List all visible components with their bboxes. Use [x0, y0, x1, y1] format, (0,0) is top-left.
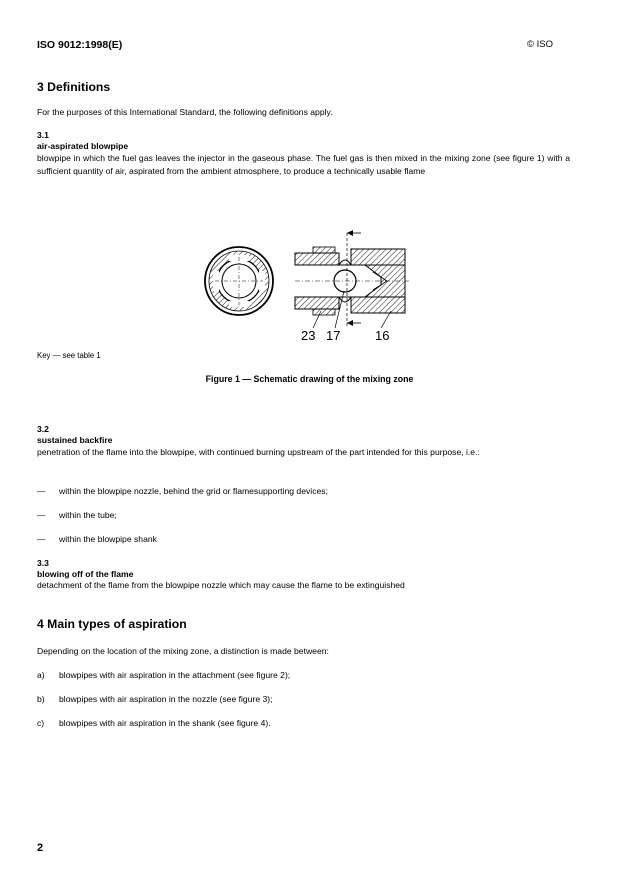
figure-caption: Figure 1 — Schematic drawing of the mixing zone	[205, 374, 414, 384]
list-item-text: blowpipes with air aspiration in the shank (see figure 4).	[59, 718, 271, 728]
list-item	[37, 509, 117, 522]
list-item	[37, 693, 273, 706]
figure-label-16: 16	[375, 328, 390, 343]
list-item	[37, 669, 290, 682]
definition-3-2-text: penetration of the flame into the blowpipe, with continued burning upstream of the part intended for this purpose, i.e.:	[37, 447, 480, 457]
definition-3-2-term: sustained backfire	[37, 435, 113, 445]
section-4-intro: Depending on the location of the mixing zone, a distinction is made between:	[37, 646, 329, 656]
cross-section-view	[205, 247, 273, 315]
definition-3-3-term: blowing off of the flame	[37, 569, 134, 579]
dash-marker: —	[37, 510, 46, 520]
list-marker: b)	[37, 694, 45, 704]
definition-3-3-number: 3.3	[37, 558, 49, 568]
list-item-text: within the blowpipe nozzle, behind the grid or flamesupporting devices;	[59, 486, 328, 496]
list-item-text: blowpipes with air aspiration in the nozzle (see figure 3);	[59, 694, 273, 704]
section-3-heading: 3 Definitions	[37, 80, 111, 94]
dash-marker: —	[37, 534, 46, 544]
list-item-text: within the blowpipe shank	[59, 534, 157, 544]
definition-3-3-text: detachment of the flame from the blowpipe nozzle which may cause the flame to be extinguished	[37, 580, 405, 590]
list-item-text: blowpipes with air aspiration in the attachment (see figure 2);	[59, 670, 291, 680]
list-item	[37, 485, 328, 498]
definition-3-2-number: 3.2	[37, 424, 49, 434]
page-number: 2	[37, 842, 44, 854]
copyright-notice: © ISO	[527, 39, 554, 50]
list-item	[37, 533, 157, 546]
figure-label-17: 17	[326, 328, 341, 343]
definition-3-1-term: air-aspirated blowpipe	[37, 141, 129, 151]
list-item-text: within the tube;	[59, 510, 117, 520]
list-marker: a)	[37, 670, 45, 680]
definition-3-1-text: blowpipe in which the fuel gas leaves the injector in the gaseous phase. The fuel gas is then mixed in the mixing zone (see figure 1) with a sufficient quantity of air, aspirated from the ambient atmosphere, to produce a technically usable flame	[37, 153, 570, 176]
mixing-zone-figure	[195, 225, 413, 343]
list-item	[37, 717, 271, 730]
longitudinal-section-view	[295, 230, 409, 343]
figure-key: Key — see table 1	[37, 351, 101, 360]
list-marker: c)	[37, 718, 45, 728]
dash-marker: —	[37, 486, 46, 496]
document-id: ISO 9012:1998(E)	[37, 39, 123, 51]
section-3-intro: For the purposes of this International Standard, the following definitions apply.	[37, 107, 333, 117]
section-4-heading: 4 Main types of aspiration	[37, 617, 187, 631]
definition-3-1-number: 3.1	[37, 130, 49, 140]
figure-label-23: 23	[301, 328, 316, 343]
